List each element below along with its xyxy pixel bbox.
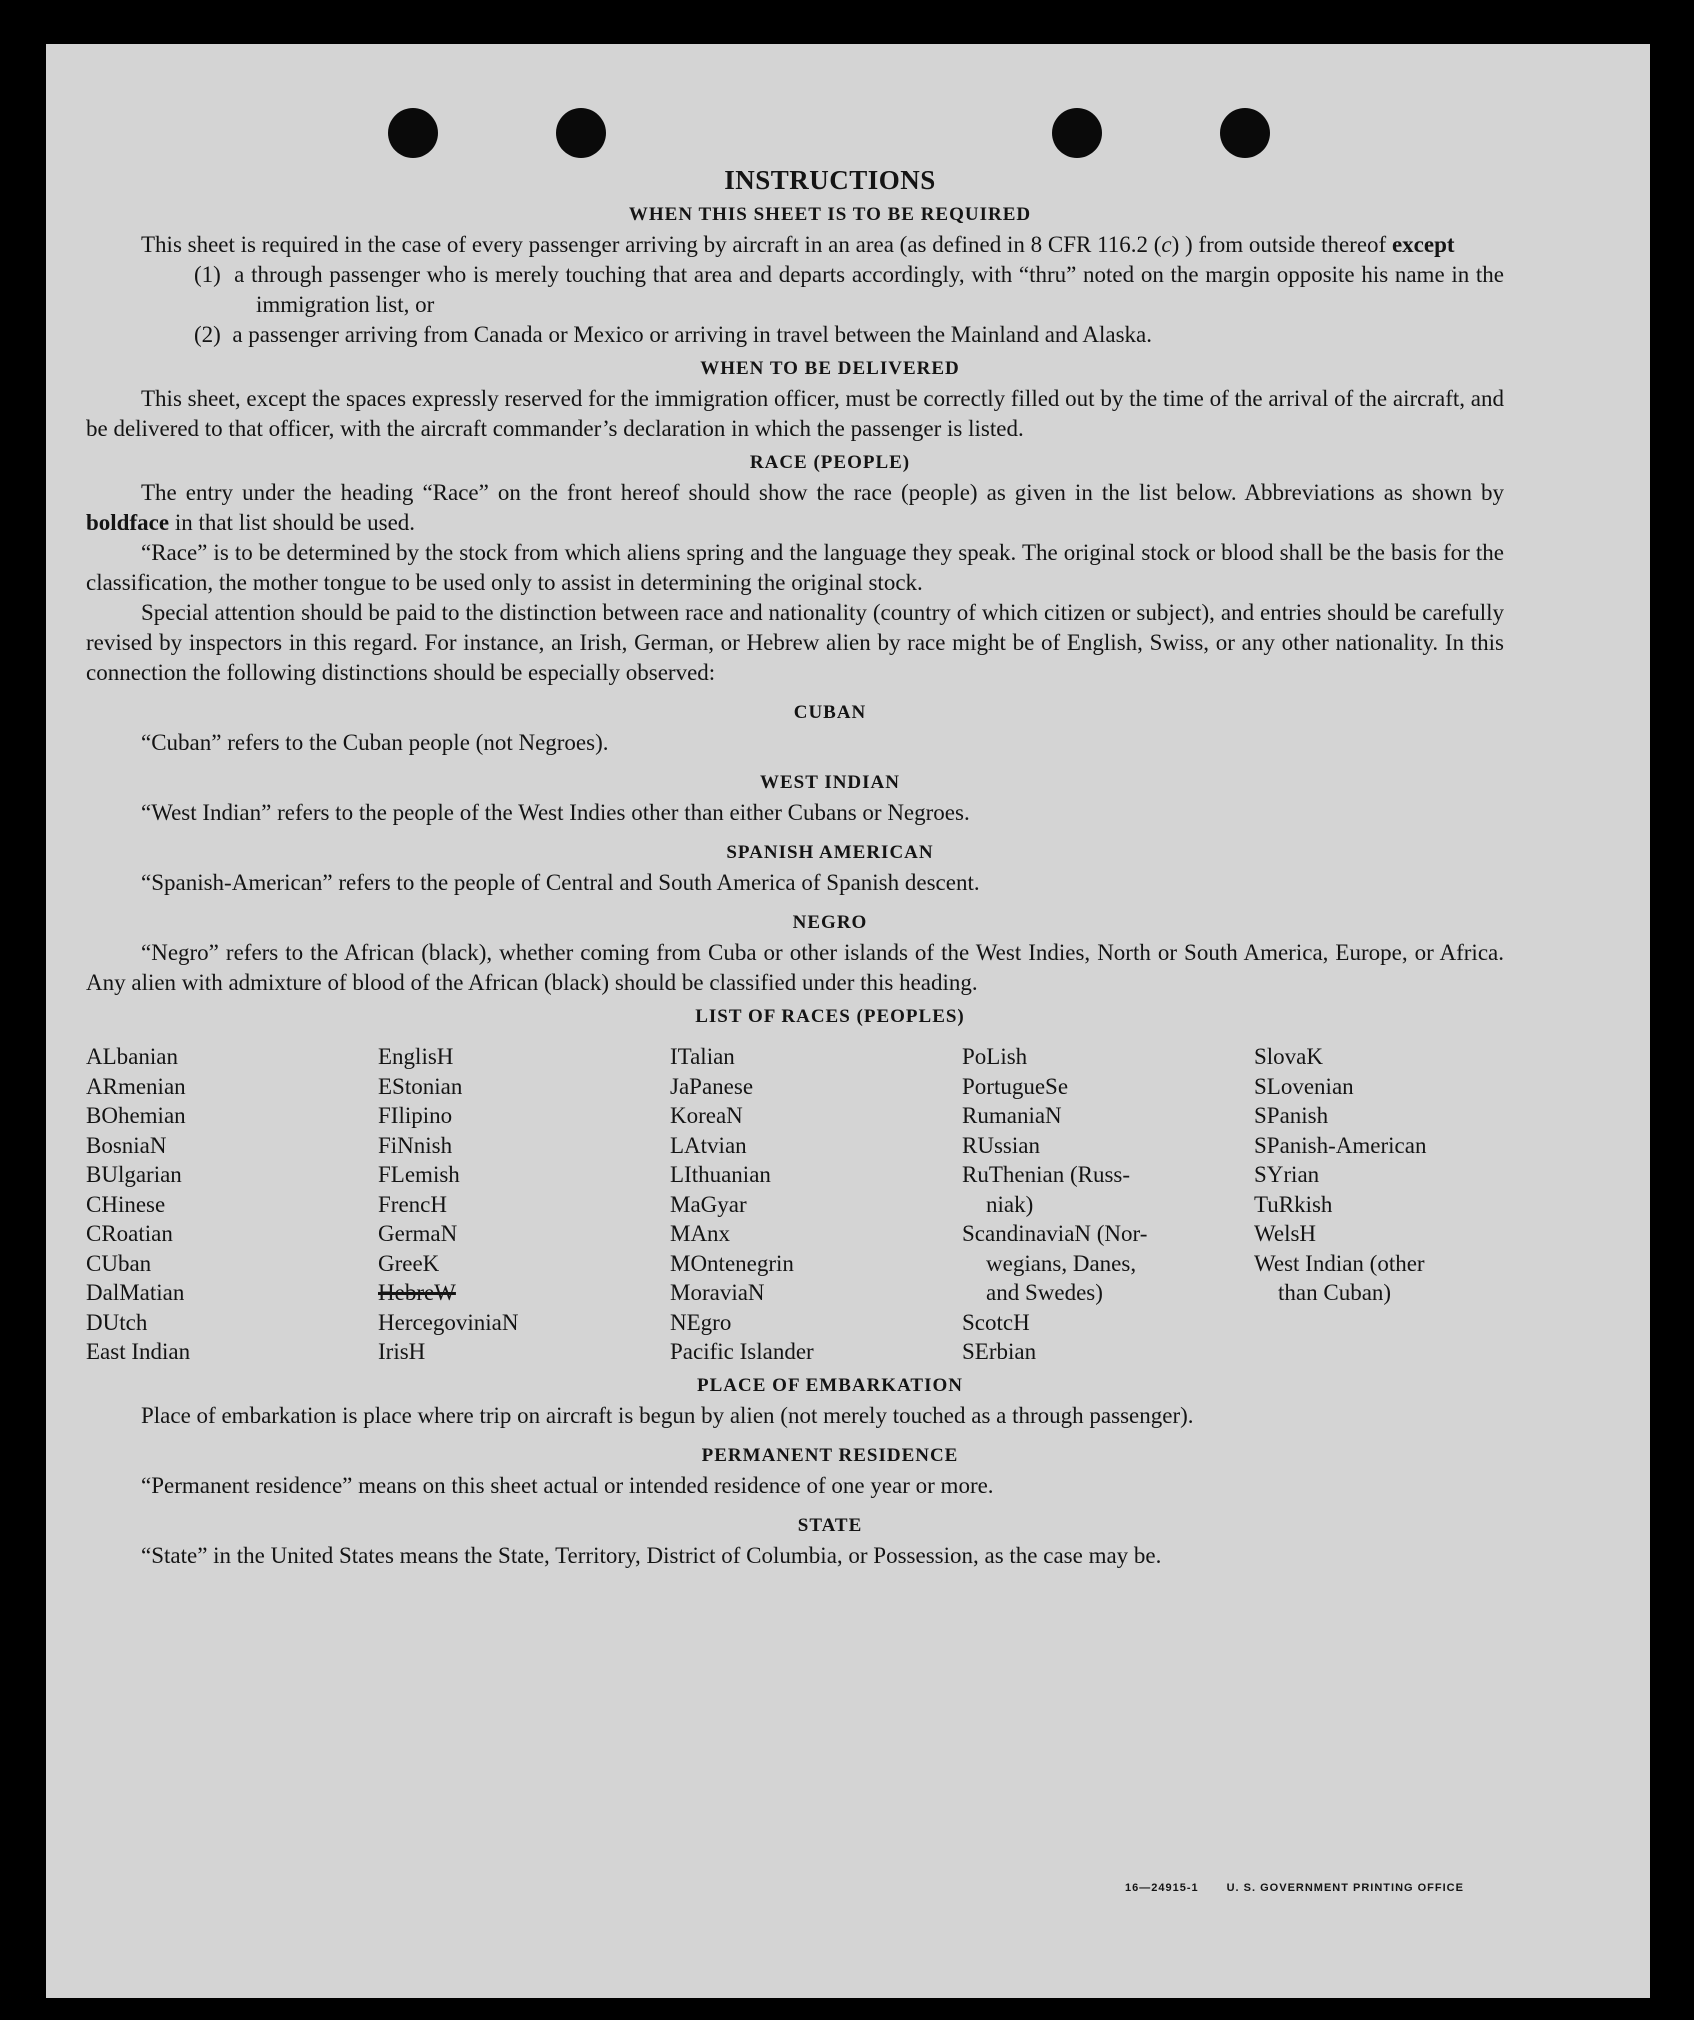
race-entry: SLovenian bbox=[1254, 1073, 1354, 1099]
race-entry: DUtch bbox=[86, 1309, 148, 1335]
race-entry: and Swedes) bbox=[986, 1280, 1103, 1305]
cuban-text: “Cuban” refers to the Cuban people (not Negroes). bbox=[141, 730, 609, 755]
race-column bbox=[670, 1042, 940, 1367]
race-entry: JaPanese bbox=[670, 1073, 754, 1099]
heading-permanent-residence: PERMANENT RESIDENCE bbox=[701, 1444, 959, 1466]
race-entry: RuThenian (Russ- bbox=[962, 1162, 1131, 1187]
race-entry: PoLish bbox=[962, 1044, 1028, 1069]
race-entry: PortugueSe bbox=[962, 1073, 1069, 1099]
race-paragraph-1: The entry under the heading “Race” on the front hereof should show the race (people) as given in the list below. Abbreviations as shown by boldface in that list should be used. bbox=[86, 480, 1504, 535]
spanish-american-text: “Spanish-American” refers to the people of Central and South America of Spanish descent. bbox=[141, 870, 980, 895]
race-entry: HebreW bbox=[378, 1280, 456, 1305]
race-entry: ScotcH bbox=[962, 1309, 1030, 1335]
punch-hole bbox=[556, 108, 606, 158]
when-required-text: This sheet is required in the case of every passenger arriving by aircraft in an area (as defined in 8 CFR 116.2 (c) ) from outside thereof except bbox=[141, 232, 1455, 257]
race-entry: GreeK bbox=[378, 1250, 440, 1276]
heading-when-delivered: WHEN TO BE DELIVERED bbox=[700, 358, 960, 379]
race-entry: MoraviaN bbox=[670, 1280, 765, 1305]
exception-item-1: (1) a through passenger who is merely touching that area and departs accordingly, with “thru” noted on the margin opposite his name in the immigration list, or bbox=[194, 262, 1504, 317]
race-entry: West Indian (other bbox=[1254, 1250, 1425, 1276]
permanent-residence-text: “Permanent residence” means on this sheet actual or intended residence of one year or more. bbox=[141, 1472, 994, 1498]
race-entry: BOhemian bbox=[86, 1103, 186, 1128]
race-entry: RUssian bbox=[962, 1132, 1040, 1158]
heading-list-of-races: LIST OF RACES (PEOPLES) bbox=[695, 1006, 965, 1027]
page-title: INSTRUCTIONS bbox=[724, 165, 936, 195]
race-entry: KoreaN bbox=[670, 1103, 743, 1128]
race-column bbox=[962, 1042, 1232, 1367]
instructions-body bbox=[86, 165, 1504, 1571]
west-indian-text: “West Indian” refers to the people of the West Indies other than either Cubans or Negroes. bbox=[141, 800, 970, 825]
race-entry: LAtvian bbox=[670, 1132, 747, 1158]
race-column bbox=[86, 1042, 356, 1367]
race-list bbox=[86, 1042, 1504, 1367]
race-entry: ITalian bbox=[670, 1044, 735, 1069]
race-column bbox=[1254, 1042, 1504, 1367]
race-entry: MaGyar bbox=[670, 1191, 747, 1217]
race-entry: SPanish bbox=[1254, 1103, 1329, 1128]
form-number: 16—24915-1 bbox=[1125, 1882, 1199, 1894]
race-entry: BUlgarian bbox=[86, 1162, 182, 1187]
race-entry: niak) bbox=[986, 1191, 1034, 1217]
race-entry: RumaniaN bbox=[962, 1103, 1062, 1128]
race-entry: SErbian bbox=[962, 1339, 1037, 1364]
race-entry: NEgro bbox=[670, 1309, 732, 1335]
punch-hole bbox=[388, 108, 438, 158]
race-entry: EnglisH bbox=[378, 1044, 454, 1069]
race-entry: ALbanian bbox=[86, 1044, 178, 1069]
heading-race: RACE (PEOPLE) bbox=[749, 452, 911, 473]
race-entry: SlovaK bbox=[1254, 1044, 1323, 1069]
race-entry: IrisH bbox=[378, 1339, 426, 1364]
heading-place-of-embarkation: PLACE OF EMBARKATION bbox=[697, 1374, 963, 1396]
heading-cuban: CUBAN bbox=[793, 702, 867, 723]
race-entry: ScandinaviaN (Nor- bbox=[962, 1221, 1148, 1246]
race-entry: MOntenegrin bbox=[670, 1250, 794, 1276]
race-entry: MAnx bbox=[670, 1221, 731, 1246]
place-of-embarkation-text: Place of embarkation is place where trip on aircraft is begun by alien (not merely touched as a through passenger). bbox=[141, 1402, 1194, 1428]
race-entry: SPanish-American bbox=[1254, 1132, 1427, 1158]
punch-hole bbox=[1052, 108, 1102, 158]
race-entry: FiNnish bbox=[378, 1132, 453, 1158]
race-paragraph-3: Special attention should be paid to the distinction between race and nationality (country of which citizen or subject), and entries should be carefully revised by inspectors in this regard. For instance, an Irish, German, or Hebrew alien by race might be of English, Swiss, or any other nationality. In this connection the following distinctions should be especially observed: bbox=[86, 600, 1504, 685]
race-entry: ARmenian bbox=[86, 1073, 186, 1099]
race-entry: Pacific Islander bbox=[670, 1339, 814, 1364]
negro-text: “Negro” refers to the African (black), whether coming from Cuba or other islands of the West Indies, North or South America, Europe, or Africa. Any alien with admixture of blood of the African (black) should be classified under this heading. bbox=[86, 940, 1504, 995]
race-entry: East Indian bbox=[86, 1339, 191, 1364]
race-entry: FrencH bbox=[378, 1191, 447, 1217]
race-paragraph-2: “Race” is to be determined by the stock from which aliens spring and the language they speak. The original stock or blood shall be the basis for the classification, the mother tongue to be used only to assist in determining the original stock. bbox=[86, 540, 1504, 595]
race-entry: BosniaN bbox=[86, 1132, 167, 1158]
punch-hole bbox=[1220, 108, 1270, 158]
heading-state: STATE bbox=[797, 1514, 863, 1536]
race-entry: FIlipino bbox=[378, 1103, 453, 1128]
race-entry: FLemish bbox=[378, 1162, 460, 1187]
race-entry: CRoatian bbox=[86, 1221, 173, 1246]
race-entry: TuRkish bbox=[1254, 1191, 1333, 1217]
when-delivered-text: This sheet, except the spaces expressly reserved for the immigration officer, must be correctly filled out by the time of the arrival of the aircraft, and be delivered to that officer, with the aircraft commander’s declaration in which the passenger is listed. bbox=[86, 386, 1504, 441]
race-column bbox=[378, 1042, 648, 1367]
exception-item-2: (2) a passenger arriving from Canada or Mexico or arriving in travel between the Mainland and Alaska. bbox=[194, 322, 1153, 347]
heading-west-indian: WEST INDIAN bbox=[760, 772, 900, 793]
state-text: “State” in the United States means the State, Territory, District of Columbia, or Possession, as the case may be. bbox=[141, 1542, 1162, 1568]
race-entry: DalMatian bbox=[86, 1280, 185, 1305]
race-entry: CUban bbox=[86, 1250, 152, 1276]
race-entry: SYrian bbox=[1254, 1162, 1320, 1187]
heading-negro: NEGRO bbox=[792, 912, 868, 933]
document-page bbox=[46, 44, 1650, 1998]
race-entry: LIthuanian bbox=[670, 1162, 771, 1187]
heading-when-required: WHEN THIS SHEET IS TO BE REQUIRED bbox=[628, 204, 1032, 225]
printer-imprint: U. S. GOVERNMENT PRINTING OFFICE bbox=[1226, 1882, 1464, 1894]
race-entry: CHinese bbox=[86, 1191, 166, 1217]
heading-spanish-american: SPANISH AMERICAN bbox=[726, 842, 934, 863]
race-entry: than Cuban) bbox=[1278, 1280, 1392, 1305]
race-entry: HercegoviniaN bbox=[378, 1309, 519, 1335]
race-entry: GermaN bbox=[378, 1221, 458, 1246]
race-entry: EStonian bbox=[378, 1073, 463, 1099]
race-entry: wegians, Danes, bbox=[986, 1250, 1137, 1276]
print-footer bbox=[1125, 1882, 1464, 1894]
race-entry: WelsH bbox=[1254, 1221, 1317, 1246]
